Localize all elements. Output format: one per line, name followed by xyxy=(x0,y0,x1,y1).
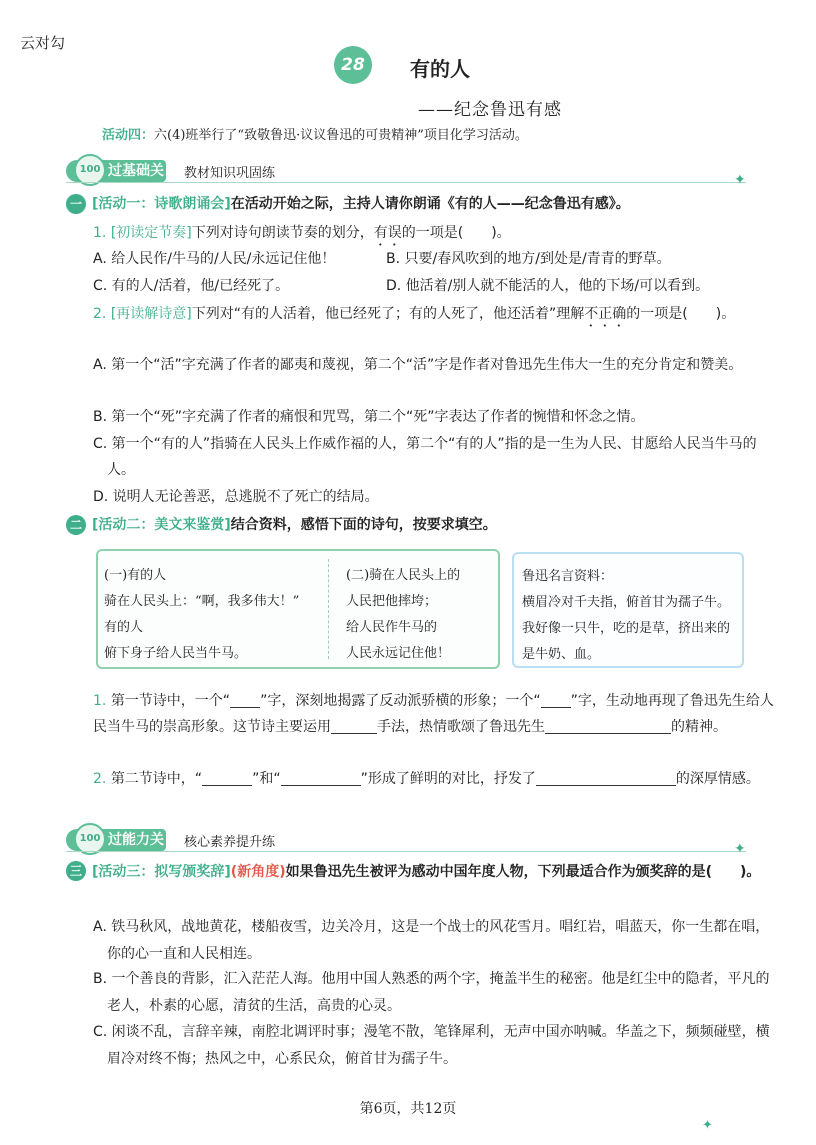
blank-2-1-3[interactable] xyxy=(331,718,377,734)
lesson-number-badge: 28 xyxy=(334,46,372,84)
option-1-1-d: D. 他活着/别人就不能活的人，他的下场/可以看到。 xyxy=(386,278,710,294)
brand-logo: 云对勾 xyxy=(20,34,66,52)
star-icon: ✦ xyxy=(702,1118,713,1133)
quote-title: 鲁迅名言资料： xyxy=(522,569,614,584)
page-number: 第6页，共12页 xyxy=(359,1101,457,1117)
activity-3-line xyxy=(92,859,776,886)
question-1-2: 2. [再读解诗意]下列对“有的人活着，他已经死了；有的人死了，他还活着”理解不正确的一项是( )。 xyxy=(93,306,736,322)
activity-1-line xyxy=(92,194,776,214)
intro-label: 活动四： xyxy=(102,128,155,143)
activity-3-text: 如果鲁迅先生被评为感动中国年度人物，下列最适合作为颁奖辞的是( )。 xyxy=(285,864,761,880)
option-3-b: B. 一个善良的背影，汇入茫茫人海。他用中国人熟悉的两个字，掩盖半生的秘密。他是红尘中的隐者，平凡的老人，朴素的心愿，清贫的生活，高贵的心灵。 xyxy=(93,971,770,1014)
activity-2-text: 结合资料，感悟下面的诗句，按要求填空。 xyxy=(230,517,497,533)
intro-line xyxy=(102,126,528,146)
star-icon: ✦ xyxy=(734,841,746,857)
option-1-2-c: C. 第一个“有的人”指骑在人民头上作威作福的人，第二个“有的人”指的是一生为人民、甘愿给人民当牛马的人。 xyxy=(93,436,757,478)
blank-2-1-2[interactable] xyxy=(541,692,571,708)
section-subtitle-basic: 教材知识巩固练 xyxy=(184,166,276,181)
option-1-1-a: A. 给人民作/牛马的/人民/永远记住他！ xyxy=(93,251,336,267)
intro-text: 六(4)班举行了“致敬鲁迅·议议鲁迅的可贵精神”项目化学习活动。 xyxy=(154,128,528,143)
section-badge-ability: 100 过能力关 xyxy=(66,829,166,851)
star-icon: ✦ xyxy=(734,172,746,188)
activity-2-line xyxy=(92,515,776,535)
activity-number-1: 一 xyxy=(66,194,86,214)
poem-box xyxy=(96,549,500,669)
poem-stanza-2: (二)骑在人民头上的 人民把他摔垮； 给人民作牛马的 人民永远记住他！ xyxy=(346,568,461,661)
page-title: 有的人 xyxy=(410,57,470,81)
activity-1-tag: [活动一：诗歌朗诵会] xyxy=(92,196,231,212)
section-header-ability xyxy=(66,829,746,851)
option-1-2-b: B. 第一个“死”字充满了作者的痛恨和咒骂，第二个“死”字表达了作者的惋惜和怀念之情。 xyxy=(93,409,645,425)
option-1-2-a: A. 第一个“活”字充满了作者的鄙夷和蔑视，第二个“活”字是作者对鲁迅先生伟大一生的充分肯定和赞美。 xyxy=(93,357,743,373)
badge-mascot-icon: 100 xyxy=(74,154,106,186)
option-1-1-c: C. 有的人/活着，他/已经死了。 xyxy=(93,278,290,294)
poem-stanza-1: (一)有的人 骑在人民头上：“啊，我多伟大！” 有的人 俯下身子给人民当牛马。 xyxy=(104,568,300,661)
page-subtitle: ——纪念鲁迅有感 xyxy=(418,100,562,120)
section-divider xyxy=(66,851,746,852)
option-3-c: C. 闲谈不乱，言辞辛辣，南腔北调评时事；漫笔不散，笔锋犀利，无声中国亦呐喊。华盖之下，频频碰壁，横眉冷对终不悔；热风之中，心系民众，俯首甘为孺子牛。 xyxy=(93,1024,770,1067)
blank-2-2-3[interactable] xyxy=(536,770,676,786)
option-1-2-d: D. 说明人无论善恶，总逃脱不了死亡的结局。 xyxy=(93,489,379,505)
question-2-1: 1. 第一节诗中，一个“ ”字，深刻地揭露了反动派骄横的形象；一个“ ”字，生动地再现了鲁迅先生给人民当牛马的崇高形象。这节诗主要运用 手法，热情歌颂了鲁迅先生 的精神。 xyxy=(93,693,774,735)
poem-divider xyxy=(328,559,329,659)
activity-3-tag: [活动三：拟写颁奖辞] xyxy=(92,864,231,880)
section-header-basic xyxy=(66,160,746,182)
activity-2-tag: [活动二：美文来鉴赏] xyxy=(92,517,231,533)
blank-2-1-5[interactable] xyxy=(583,718,671,734)
option-1-1-b: B. 只要/春风吹到的地方/到处是/青青的野草。 xyxy=(386,251,671,267)
quote-line-2: 我好像一只牛，吃的是草，挤出来的是牛奶、血。 xyxy=(522,621,731,662)
activity-number-3: 三 xyxy=(66,861,86,881)
section-divider xyxy=(66,182,746,183)
quote-line-1: 横眉冷对千夫指，俯首甘为孺子牛。 xyxy=(522,595,731,610)
quote-box xyxy=(512,552,744,668)
badge-mascot-icon: 100 xyxy=(74,823,106,855)
section-badge-basic: 100 过基础关 xyxy=(66,160,166,182)
blank-2-2-1[interactable] xyxy=(202,770,252,786)
activity-number-2: 二 xyxy=(66,515,86,535)
activity-1-text: 在活动开始之际，主持人请你朗诵《有的人——纪念鲁迅有感》。 xyxy=(230,196,630,212)
question-1-1: 1. [初读定节奏]下列对诗句朗读节奏的划分，有误的一项是( )。 xyxy=(93,225,511,241)
new-angle-tag: (新角度) xyxy=(230,864,286,880)
blank-2-2-2[interactable] xyxy=(281,770,361,786)
section-subtitle-ability: 核心素养提升练 xyxy=(184,835,276,850)
question-2-2: 2. 第二节诗中，“ ”和“ ”形成了鲜明的对比，抒发了 的深厚情感。 xyxy=(93,771,760,787)
option-3-a: A. 铁马秋风，战地黄花，楼船夜雪，边关冷月，这是一个战士的风花雪月。唱红岩，唱蓝天，你一生都在唱，你的心一直和人民相连。 xyxy=(93,919,770,962)
blank-2-1-1[interactable] xyxy=(230,692,260,708)
blank-2-1-4[interactable] xyxy=(545,718,583,734)
